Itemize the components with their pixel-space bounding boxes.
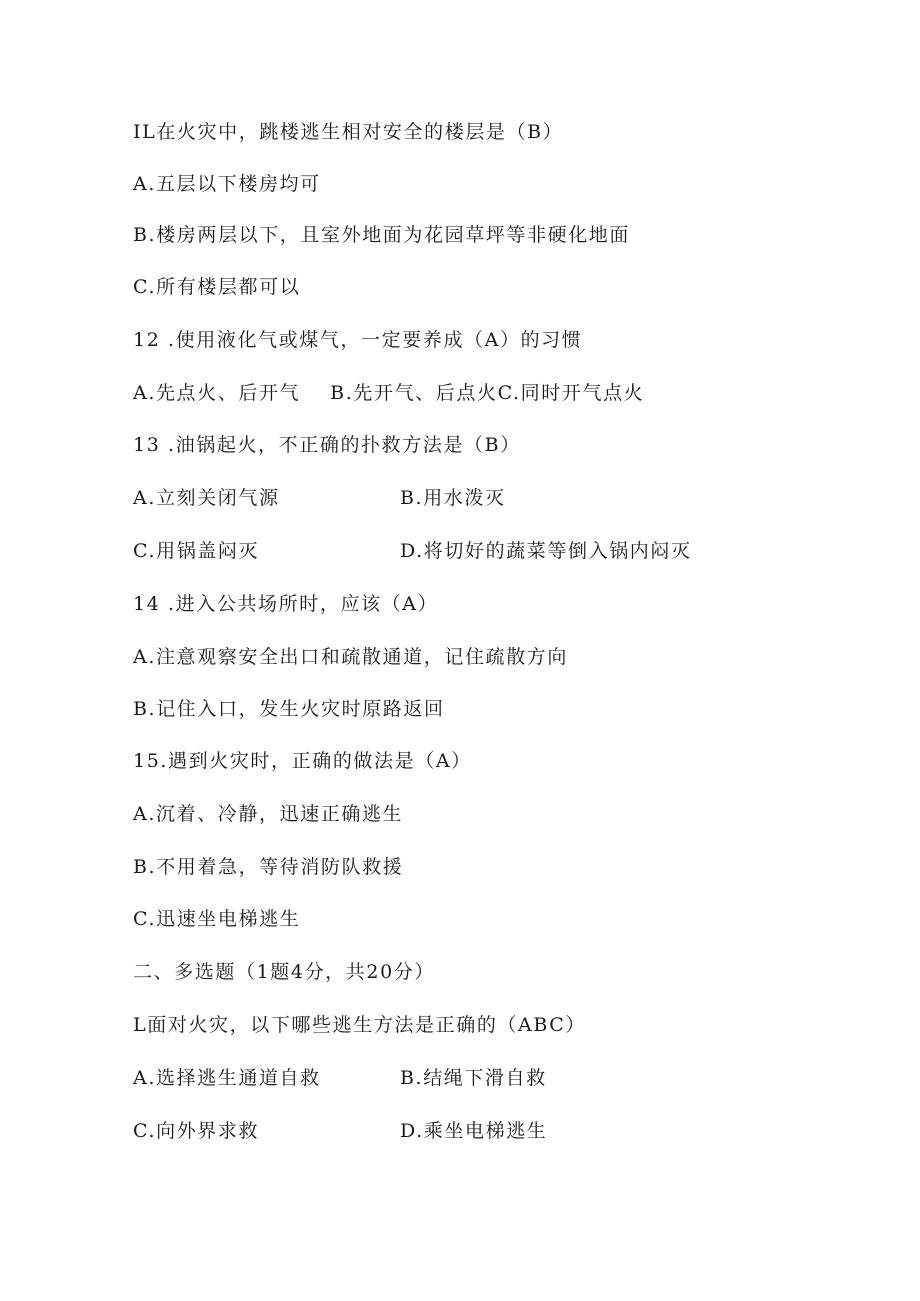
multi-question-1: L面对火灾，以下哪些逃生方法是正确的（ABC） [133, 1014, 586, 1036]
question-15-option-c: C.迅速坐电梯逃生 [133, 908, 301, 930]
question-14-option-b: B.记住入口，发生火灾时原路返回 [133, 698, 445, 720]
section-heading-multiple-choice: 二、多选题（1题4分，共20分） [133, 961, 435, 983]
multi-question-1-option-c: C.向外界求救 [133, 1120, 260, 1142]
question-15: 15.遇到火灾时，正确的做法是（A） [133, 750, 472, 772]
question-13: 13 .油锅起火，不正确的扑救方法是（B） [133, 434, 521, 456]
question-14: 14 .进入公共场所时，应该（A） [133, 593, 439, 615]
question-15-option-b: B.不用着急，等待消防队救援 [133, 856, 404, 878]
multi-question-1-option-b: B.结绳下滑自救 [400, 1067, 547, 1089]
question-13-option-a: A.立刻关闭气源 [133, 487, 280, 509]
question-13-option-d: D.将切好的蔬菜等倒入锅内闷灭 [400, 540, 692, 562]
question-14-option-a: A.注意观察安全出口和疏散通道，记住疏散方向 [133, 646, 568, 668]
question-12-options [133, 380, 644, 406]
question-12: 12 .使用液化气或煤气，一定要养成（A）的习惯 [133, 329, 583, 351]
question-11-option-b: B.楼房两层以下，且室外地面为花园草坪等非硬化地面 [133, 224, 631, 246]
question-11-option-a: A.五层以下楼房均可 [133, 173, 321, 195]
question-11-option-c: C.所有楼层都可以 [133, 276, 301, 298]
multi-question-1-option-d: D.乘坐电梯逃生 [400, 1120, 548, 1142]
question-13-option-b: B.用水泼灭 [400, 487, 506, 509]
question-13-option-c: C.用锅盖闷灭 [133, 540, 260, 562]
question-15-option-a: A.沉着、冷静，迅速正确逃生 [133, 803, 404, 825]
question-12-option-a: A.先点火、后开气 [133, 382, 301, 404]
multi-question-1-option-a: A.选择逃生通道自救 [133, 1067, 321, 1089]
question-11: IL在火灾中，跳楼逃生相对安全的楼层是（B） [133, 121, 564, 143]
question-12-option-b-c: B.先开气、后点火C.同时开气点火 [330, 382, 645, 404]
